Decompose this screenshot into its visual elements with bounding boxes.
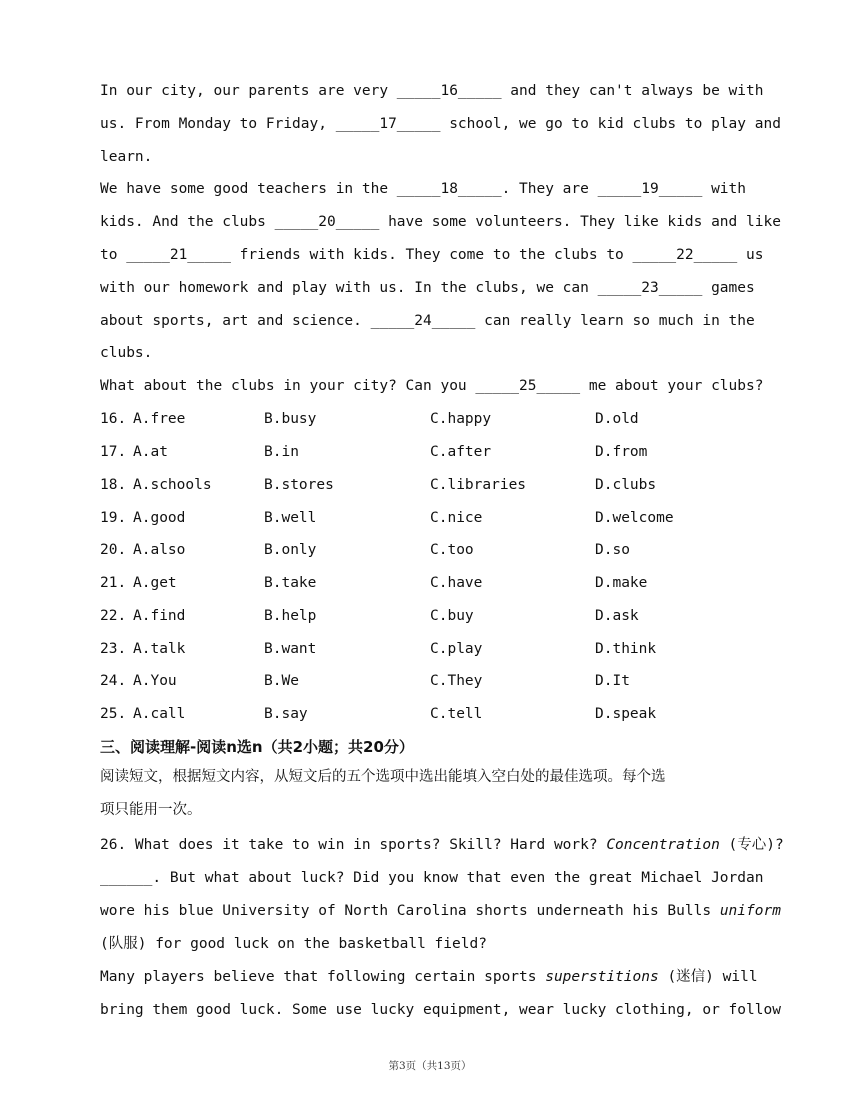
- option-c: C.too: [430, 542, 474, 558]
- question-number: 25.: [100, 706, 127, 722]
- reading-text: (迷信) will: [658, 969, 758, 985]
- reading-italic-term: superstitions: [545, 969, 659, 985]
- option-d: D.make: [595, 575, 648, 591]
- option-c: C.buy: [430, 608, 474, 624]
- option-a: A.find: [133, 608, 186, 624]
- option-c: C.play: [430, 641, 483, 657]
- option-a: A.schools: [133, 477, 212, 493]
- section-heading: 三、阅读理解-阅读n选n（共2小题；共20分）: [100, 738, 414, 756]
- reading-line: ______. But what about luck? Did you know that even the great Michael Jordan: [100, 870, 764, 886]
- option-c: C.libraries: [430, 477, 527, 493]
- option-b: B.take: [264, 575, 317, 591]
- question-row: [100, 508, 780, 528]
- reading-text: 26. What does it take to win in sports? Skill? Hard work?: [100, 837, 607, 853]
- option-d: D.speak: [595, 706, 657, 722]
- option-a: A.talk: [133, 641, 186, 657]
- question-number: 17.: [100, 444, 127, 460]
- option-d: D.It: [595, 673, 630, 689]
- reading-line: bring them good luck. Some use lucky equipment, wear lucky clothing, or follow: [100, 1002, 781, 1018]
- option-d: D.clubs: [595, 477, 657, 493]
- passage-line: us. From Monday to Friday, _____17_____ school, we go to kid clubs to play and: [100, 116, 781, 132]
- option-b: B.say: [264, 706, 308, 722]
- option-c: C.nice: [430, 510, 483, 526]
- passage-line: In our city, our parents are very _____16_____ and they can't always be with: [100, 83, 764, 99]
- reading-text: Many players believe that following certain sports: [100, 969, 546, 985]
- option-d: D.ask: [595, 608, 639, 624]
- option-a: A.get: [133, 575, 177, 591]
- question-number: 21.: [100, 575, 127, 591]
- option-c: C.tell: [430, 706, 483, 722]
- option-a: A.free: [133, 411, 186, 427]
- question-number: 24.: [100, 673, 127, 689]
- question-row: [100, 671, 780, 691]
- reading-line: [100, 835, 784, 855]
- passage-line: with our homework and play with us. In the clubs, we can _____23_____ games: [100, 280, 755, 296]
- option-b: B.We: [264, 673, 299, 689]
- option-d: D.from: [595, 444, 648, 460]
- question-row: [100, 704, 780, 724]
- option-b: B.only: [264, 542, 317, 558]
- question-row: [100, 409, 780, 429]
- option-b: B.want: [264, 641, 317, 657]
- question-row: [100, 573, 780, 593]
- reading-italic-term: Concentration: [606, 837, 720, 853]
- question-row: [100, 442, 780, 462]
- section-instructions: 阅读短文，根据短文内容，从短文后的五个选项中选出能填入空白处的最佳选项。每个选: [100, 769, 666, 785]
- passage-line: What about the clubs in your city? Can you _____25_____ me about your clubs?: [100, 378, 764, 394]
- page-footer: 第3页（共13页）: [388, 1060, 472, 1072]
- reading-line: [100, 967, 780, 987]
- passage-line: learn.: [100, 149, 153, 165]
- question-number: 18.: [100, 477, 127, 493]
- option-b: B.well: [264, 510, 317, 526]
- option-a: A.also: [133, 542, 186, 558]
- option-b: B.busy: [264, 411, 317, 427]
- option-a: A.You: [133, 673, 177, 689]
- question-number: 23.: [100, 641, 127, 657]
- option-b: B.in: [264, 444, 299, 460]
- section-instructions: 项只能用一次。: [100, 802, 202, 818]
- option-d: D.welcome: [595, 510, 674, 526]
- reading-text: wore his blue University of North Carolina shorts underneath his Bulls: [100, 903, 720, 919]
- question-row: [100, 606, 780, 626]
- question-number: 22.: [100, 608, 127, 624]
- option-c: C.They: [430, 673, 483, 689]
- passage-line: We have some good teachers in the _____18_____. They are _____19_____ with: [100, 181, 747, 197]
- option-c: C.happy: [430, 411, 492, 427]
- question-row: [100, 475, 780, 495]
- option-d: D.so: [595, 542, 630, 558]
- passage-line: clubs.: [100, 345, 153, 361]
- option-a: A.at: [133, 444, 168, 460]
- option-d: D.old: [595, 411, 639, 427]
- passage-line: about sports, art and science. _____24_____ can really learn so much in the: [100, 313, 755, 329]
- reading-line: [100, 901, 780, 921]
- option-d: D.think: [595, 641, 657, 657]
- question-row: [100, 540, 780, 560]
- question-number: 20.: [100, 542, 127, 558]
- question-number: 19.: [100, 510, 127, 526]
- passage-line: kids. And the clubs _____20_____ have some volunteers. They like kids and like: [100, 214, 781, 230]
- option-b: B.stores: [264, 477, 334, 493]
- question-row: [100, 639, 780, 659]
- question-number: 16.: [100, 411, 127, 427]
- reading-text: (专心)?: [719, 837, 784, 853]
- option-c: C.after: [430, 444, 492, 460]
- reading-italic-term: uniform: [719, 903, 781, 919]
- passage-line: to _____21_____ friends with kids. They come to the clubs to _____22_____ us: [100, 247, 764, 263]
- option-a: A.good: [133, 510, 186, 526]
- reading-line: (队服) for good luck on the basketball field?: [100, 936, 487, 952]
- option-a: A.call: [133, 706, 186, 722]
- option-c: C.have: [430, 575, 483, 591]
- option-b: B.help: [264, 608, 317, 624]
